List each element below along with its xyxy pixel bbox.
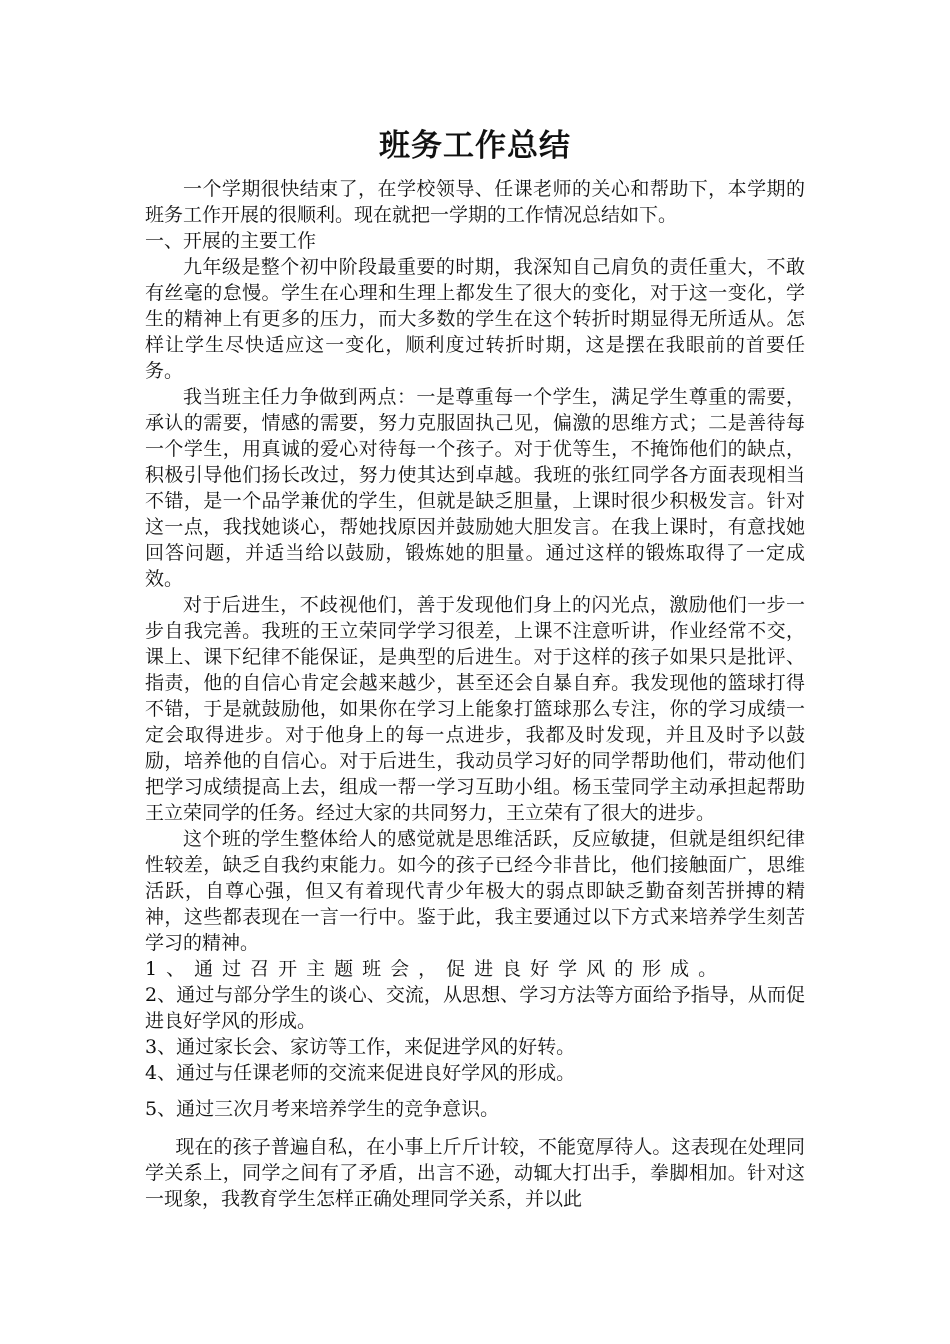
list-item-2: 2、通过与部分学生的谈心、交流，从思想、学习方法等方面给予指导，从而促进良好学风的形成。 [145,984,805,1032]
document-title: 班务工作总结 [379,128,571,164]
intro-paragraph: 一个学期很快结束了，在学校领导、任课老师的关心和帮助下，本学期的班务工作开展的很顺利。现在就把一学期的工作情况总结如下。 [145,178,805,226]
section-heading: 一、开展的主要工作 [145,230,317,252]
body-paragraph-4: 这个班的学生整体给人的感觉就是思维活跃，反应敏捷，但就是组织纪律性较差，缺乏自我约束能力。如今的孩子已经今非昔比，他们接触面广，思维活跃，自尊心强，但又有着现代青少年极大的弱点即缺乏勤奋刻苦拼搏的精神，这些都表现在一言一行中。鉴于此，我主要通过以下方式来培养学生刻苦学习的精神。 [145,828,805,954]
body-paragraph-2: 我当班主任力争做到两点：一是尊重每一个学生，满足学生尊重的需要，承认的需要，情感的需要，努力克服固执己见，偏激的思维方式；二是善待每一个学生，用真诚的爱心对待每一个孩子。对于优等生，不掩饰他们的缺点，积极引导他们扬长改过，努力使其达到卓越。我班的张红同学各方面表现相当不错，是一个品学兼优的学生，但就是缺乏胆量，上课时很少积极发言。针对这一点，我找她谈心，帮她找原因并鼓励她大胆发言。在我上课时，有意找她回答问题，并适当给以鼓励，锻炼她的胆量。通过这样的锻炼取得了一定成效。 [145,386,805,590]
list-item-3: 3、通过家长会、家访等工作，来促进学风的好转。 [145,1036,576,1058]
list-item-4: 4、通过与任课老师的交流来促进良好学风的形成。 [145,1062,576,1084]
body-paragraph-1: 九年级是整个初中阶段最重要的时期，我深知自己肩负的责任重大，不敢有丝毫的怠慢。学生在心理和生理上都发生了很大的变化，对于这一变化，学生的精神上有更多的压力，而大多数的学生在这个转折时期显得无所适从。怎样让学生尽快适应这一变化，顺利度过转折时期，这是摆在我眼前的首要任务。 [145,256,805,382]
list-item-5: 5、通过三次月考来培养学生的竞争意识。 [145,1098,500,1120]
body-paragraph-3: 对于后进生，不歧视他们，善于发现他们身上的闪光点，激励他们一步一步自我完善。我班的王立荣同学学习很差，上课不注意听讲，作业经常不交，课上、课下纪律不能保证，是典型的后进生。对于这样的孩子如果只是批评、指责，他的自信心肯定会越来越少，甚至还会自暴自弃。我发现他的篮球打得不错，于是就鼓励他，如果你在学习上能象打篮球那么专注，你的学习成绩一定会取得进步。对于他身上的每一点进步，我都及时发现，并且及时予以鼓励，培养他的自信心。对于后进生，我动员学习好的同学帮助他们，带动他们把学习成绩提高上去，组成一帮一学习互助小组。杨玉莹同学主动承担起帮助王立荣同学的任务。经过大家的共同努力，王立荣有了很大的进步。 [145,594,805,824]
list-item-1: 1、通过召开主题班会，促进良好学风的形成。 [145,958,727,980]
closing-paragraph: 现在的孩子普遍自私，在小事上斤斤计较，不能宽厚待人。这表现在处理同学关系上，同学之间有了矛盾，出言不逊，动辄大打出手，拳脚相加。针对这一现象，我教育学生怎样正确处理同学关系，并以此 [145,1136,805,1210]
document-page [145,126,805,1212]
